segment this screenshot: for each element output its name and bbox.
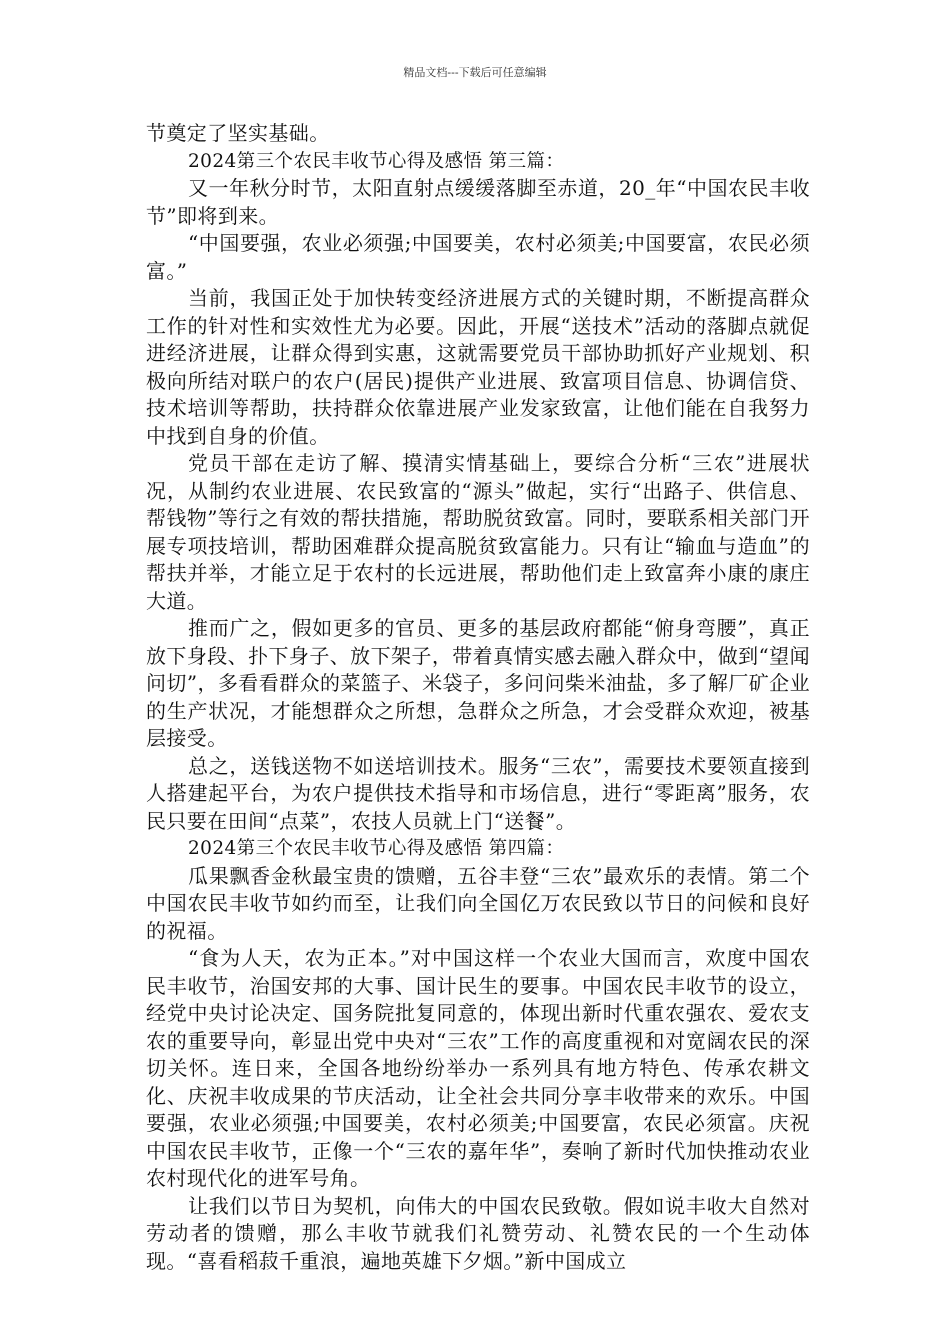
paragraph: 总之，送钱送物不如送培训技术。服务“三农”，需要技术要领直接到人搭建起平台，为农户提供技术指导和市场信息，进行“零距离”服务，农民只要在田间“点菜”，农技人员就上门“送餐”。 <box>146 753 810 833</box>
paragraph: 党员干部在走访了解、摸清实情基础上，要综合分析“三农”进展状况，从制约农业进展、农民致富的“源头”做起，实行“出路子、供信息、帮钱物”等行之有效的帮扶措施，帮助脱贫致富。同时，要联系相关部门开展专项技培训，帮助困难群众提高脱贫致富能力。只有让“输血与造血”的帮扶并举，才能立足于农村的长远进展，帮助他们走上致富奔小康的康庄大道。 <box>146 451 810 613</box>
paragraph: 让我们以节日为契机，向伟大的中国农民致敬。假如说丰收大自然对劳动者的馈赠，那么丰收节就我们礼赞劳动、礼赞农民的一个生动体现。“喜看稻菽千重浪，遍地英雄下夕烟。”新中国成立 <box>146 1193 810 1273</box>
paragraph-quote: “中国要强，农业必须强;中国要美，农村必须美;中国要富，农民必须富。” <box>146 231 810 283</box>
paragraph: 推而广之，假如更多的官员、更多的基层政府都能“俯身弯腰”，真正放下身段、扑下身子、放下架子，带着真情实感去融入群众中，做到“望闻问切”，多看看群众的菜篮子、米袋子，多问问柴米油盐，多了解厂矿企业的生产状况，才能想群众之所想，急群众之所急，才会受群众欢迎，被基层接受。 <box>146 616 810 750</box>
paragraph: 又一年秋分时节，太阳直射点缓缓落脚至赤道，20_年“中国农民丰收节”即将到来。 <box>146 176 810 228</box>
page-header: 精品文档---下载后可任意编辑 <box>403 66 547 79</box>
paragraph: 当前，我国正处于加快转变经济进展方式的关键时期，不断提高群众工作的针对性和实效性尤为必要。因此，开展“送技术”活动的落脚点就促进经济进展，让群众得到实惠，这就需要党员干部协助抓好产业规划、积极向所结对联户的农户(居民)提供产业进展、致富项目信息、协调信贷、技术培训等帮助，扶持群众依靠进展产业发家致富，让他们能在自我努力中找到自身的价值。 <box>146 286 810 448</box>
paragraph: “食为人天，农为正本。”对中国这样一个农业大国而言，欢度中国农民丰收节，治国安邦的大事、国计民生的要事。中国农民丰收节的设立，经党中央讨论决定、国务院批复同意的，体现出新时代重农强农、爱农支农的重要导向，彰显出党中央对“三农”工作的高度重视和对宽阔农民的深切关怀。连日来，全国各地纷纷举办一系列具有地方特色、传承农耕文化、庆祝丰收成果的节庆活动，让全社会共同分享丰收带来的欢乐。中国要强，农业必须强;中国要美，农村必须美;中国要富，农民必须富。庆祝中国农民丰收节，正像一个“三农的嘉年华”，奏响了新时代加快推动农业农村现代化的进军号角。 <box>146 946 810 1190</box>
section-heading-part-four: 2024第三个农民丰收节心得及感悟 第四篇： <box>188 838 565 859</box>
document-body <box>146 120 810 1275</box>
paragraph: 瓜果飘香金秋最宝贵的馈赠，五谷丰登“三农”最欢乐的表情。第二个中国农民丰收节如约而至，让我们向全国亿万农民致以节日的问候和良好的祝福。 <box>146 863 810 943</box>
paragraph-continuation: 节奠定了坚实基础。 <box>146 121 330 145</box>
section-heading-part-three: 2024第三个农民丰收节心得及感悟 第三篇： <box>188 150 565 172</box>
